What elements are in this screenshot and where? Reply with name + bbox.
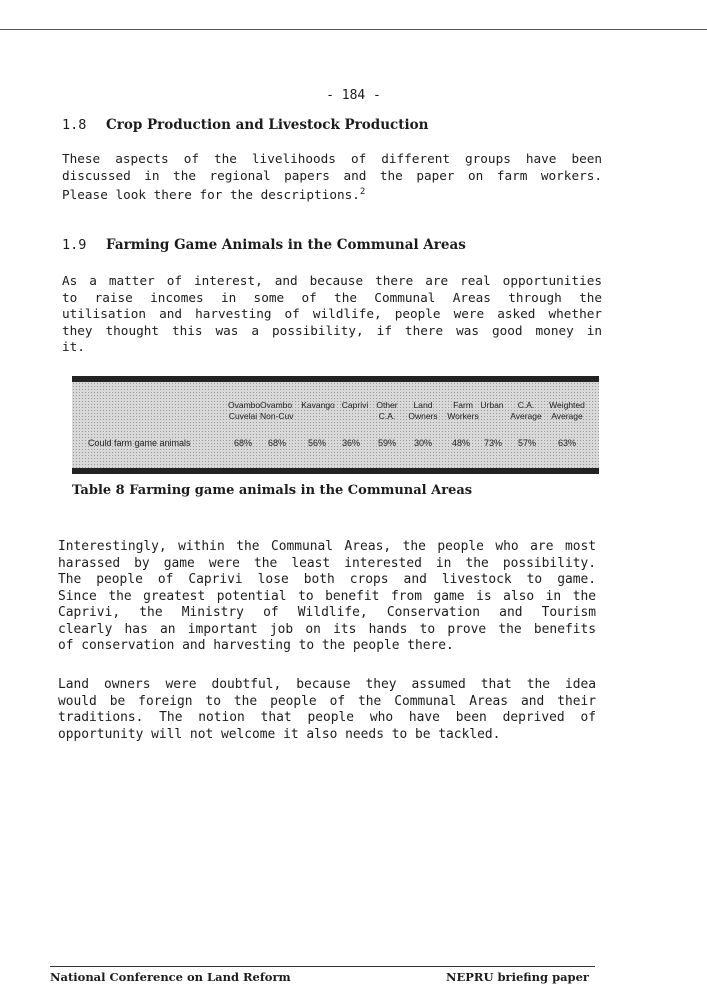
- paragraph-line: would be foreign to the people of the Communal Areas and their: [58, 693, 596, 709]
- column-header: [446, 400, 480, 422]
- column-header-line: Workers: [447, 411, 479, 421]
- section-1-8-heading: [62, 117, 428, 133]
- paragraph-line: utilisation and harvesting of wildlife, people were asked whether: [62, 306, 602, 321]
- column-header-line: Non-Cuv: [260, 411, 294, 421]
- paragraph-line: As a matter of interest, and because there are real opportunities: [62, 273, 602, 288]
- table-caption: Table 8 Farming game animals in the Communal Areas: [72, 483, 473, 498]
- paragraph-line: discussed in the regional papers and the paper on farm workers.: [62, 167, 602, 183]
- column-header: [408, 400, 438, 422]
- paragraph-line: Since the greatest potential to benefit from game is also in the: [58, 588, 596, 604]
- top-rule: [0, 29, 707, 30]
- column-header-line: Other: [376, 400, 398, 410]
- paragraph-line: These aspects of the livelihoods of different groups have been: [62, 151, 602, 166]
- column-header-line: Average: [551, 411, 583, 421]
- table-cell: 36%: [341, 438, 360, 448]
- table-cell: 30%: [413, 438, 432, 448]
- paragraph-line: they thought this was a possibility, if there was good money in: [62, 322, 602, 338]
- paragraph-line: traditions. The notion that people who have been deprived of: [58, 710, 596, 725]
- table-cell: 56%: [307, 438, 326, 448]
- footer-rule: [50, 966, 595, 967]
- paragraph-line: [62, 184, 602, 204]
- paragraph-interestingly: [58, 539, 596, 655]
- table-8: [72, 376, 599, 474]
- table-cell: 59%: [377, 438, 396, 448]
- paragraph-line: Land owners were doubtful, because they assumed that the idea: [58, 677, 596, 692]
- paragraph-line: it.: [62, 339, 85, 354]
- paragraph-line: Caprivi, the Ministry of Wildlife, Conservation and Tourism: [58, 605, 596, 620]
- section-1-9-title: Farming Game Animals in the Communal Areas: [106, 237, 466, 253]
- paragraph-line-text: Please look there for the descriptions.: [62, 187, 360, 203]
- column-header: [506, 400, 546, 422]
- section-1-8-paragraph: [62, 151, 602, 204]
- column-header-line: Average: [510, 411, 542, 421]
- column-header: [374, 400, 400, 422]
- table-cell: 73%: [483, 438, 502, 448]
- paragraph-land-owners: [58, 677, 596, 743]
- column-header: [228, 400, 261, 422]
- column-header-line: Ovambo: [260, 400, 293, 410]
- column-header-line: Kavango: [301, 400, 335, 410]
- footer-conference: National Conference on Land Reform: [50, 970, 291, 984]
- table-cell: 57%: [517, 438, 536, 448]
- column-header: [338, 400, 372, 411]
- column-header-line: Weighted: [549, 400, 585, 410]
- column-header-line: C.A.: [517, 400, 535, 410]
- column-header-line: Cuvelai: [228, 411, 258, 421]
- column-header-line: Farm: [453, 400, 473, 410]
- paragraph-line: harassed by game were the least interested in the possibility.: [58, 555, 596, 571]
- paragraph-line: of conservation and harvesting to the people there.: [58, 638, 454, 653]
- table-cell: 63%: [557, 438, 576, 448]
- table-cell: 68%: [267, 438, 286, 448]
- column-header-line: Urban: [480, 400, 504, 410]
- column-header-line: Ovambo: [228, 400, 261, 410]
- paragraph-line: clearly has an important job on its hands to prove the benefits: [58, 621, 596, 637]
- section-1-9-number: 1.9: [62, 237, 87, 253]
- table-cell: 48%: [451, 438, 470, 448]
- column-header: [300, 400, 336, 411]
- column-header-line: Caprivi: [341, 400, 369, 410]
- paragraph-line: opportunity will not welcome it also needs to be tackled.: [58, 726, 501, 742]
- column-header-line: Land: [413, 400, 433, 410]
- column-header: [478, 400, 506, 411]
- column-header-line: Owners: [408, 411, 438, 421]
- table-cell: 68%: [233, 438, 252, 448]
- footer-briefing-paper: NEPRU briefing paper: [446, 970, 589, 984]
- section-1-8-title: Crop Production and Livestock Production: [106, 117, 429, 133]
- footnote-mark: 2: [359, 187, 366, 197]
- page-number: - 184 -: [326, 88, 381, 103]
- section-1-8-number: 1.8: [62, 117, 87, 133]
- column-header-line: C.A.: [378, 411, 396, 421]
- section-1-9-paragraph: [62, 273, 602, 356]
- column-header: [546, 400, 588, 422]
- column-header: [260, 400, 292, 422]
- row-label: Could farm game animals: [88, 438, 191, 448]
- paragraph-line: Interestingly, within the Communal Areas, the people who are most: [58, 539, 596, 554]
- paragraph-line: to raise incomes in some of the Communal Areas through the: [62, 289, 602, 305]
- paragraph-line: The people of Caprivi lose both crops and livestock to game.: [58, 572, 596, 587]
- section-1-9-heading: [62, 237, 466, 253]
